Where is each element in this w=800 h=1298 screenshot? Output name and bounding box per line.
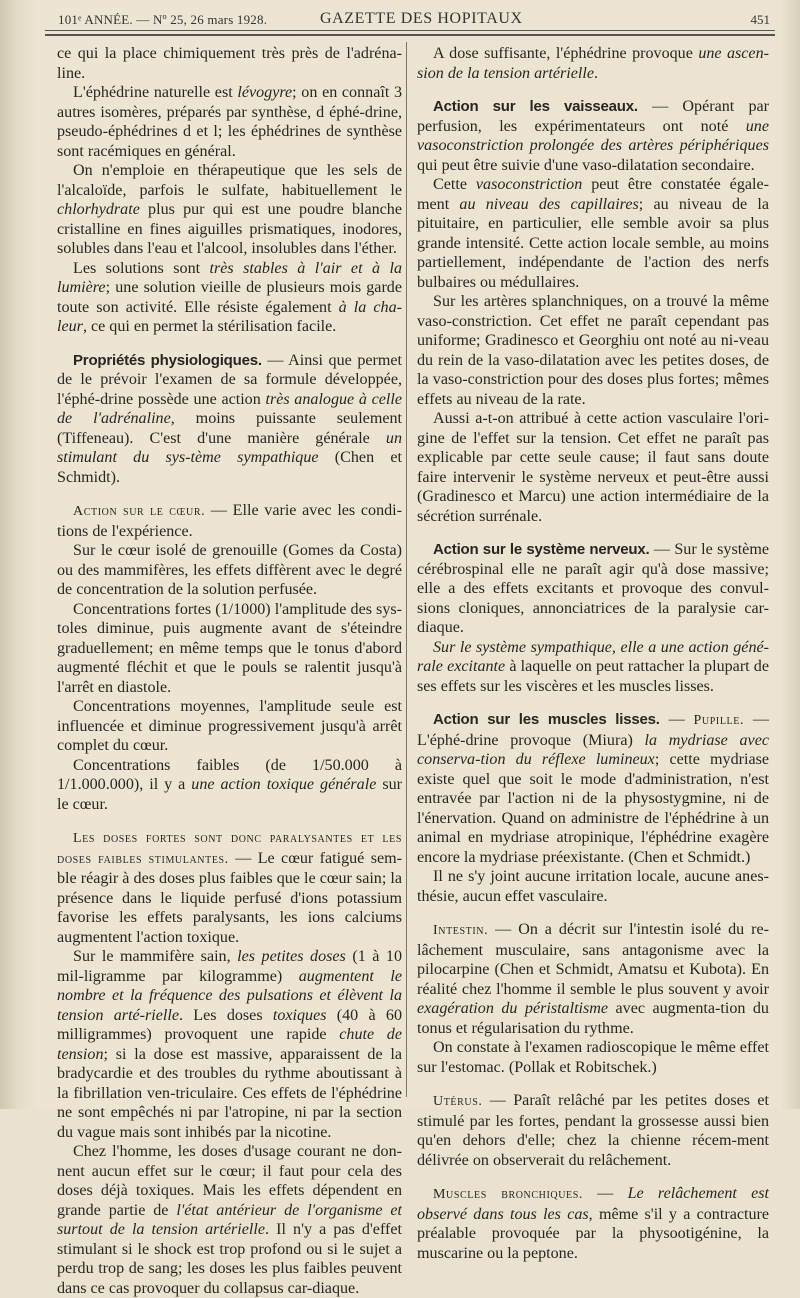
subsection-paragraph: Intestin. — On a décrit sur l'intestin isolé du re-lâchement musculaire, sans antagonisme avec la pilocarpine (Chen et Schmidt, Amatsu et Kubota). En réalité chez l'homme il semble le plus souvent y avoir exagération du péristaltisme avec augmenta-tion du tonus et régularisation du rythme. [417, 921, 769, 1037]
subsection-heading: Intestin. [433, 923, 489, 938]
paragraph: Sur le système sympathique, elle a une action géné-rale excitante à laquelle on peut rattacher la plupart de ses effets sur les viscères et les muscles lisses. [417, 638, 769, 695]
paragraph: Chez l'homme, les doses d'usage courant ne don-nent aucun effet sur le cœur; il faut pour cela des doses déjà toxiques. Mais les effets dépendent en grande partie de l'état antérieur de l'organisme et surtout de la tension artérielle. Il n'y a pas d'effet stimulant si le shock est trop profond ou si le sujet a perdu trop de sang; les doses les plus faibles peuvent dans ce cas provoquer du collapsus car-diaque. [57, 1143, 402, 1297]
section-paragraph: Action sur les vaisseaux. — Opérant par perfusion, les expérimentateurs ont noté une vasoconstriction prolongée des artères périphériques qui peut être suivie d'une vaso-dilatation secondaire. [417, 98, 769, 174]
header-rule [45, 30, 775, 31]
paragraph: Sur le mammifère sain, les petites doses (1 à 10 mil-ligramme par kilogramme) augmentent le nombre et la fréquence des pulsations et élèvent la tension arté-rielle. Les doses toxiques (40 à 60 milligrammes) provoquent une rapide chute de tension; si la dose est massive, apparaissent de la bradycardie et des troubles du rythme aboutissant à la fibrillation ven-triculaire. Ces effets de l'éphédrine ne sont empêchés ni par l'atropine, ni par la section du vague mais sont inhibés par la nicotine. [57, 948, 403, 1141]
section-paragraph: Propriétés physiologiques. — Ainsi que permet de le prévoir l'examen de sa formule développée, l'éphé-drine possède une action très analogue à celle de l'adrénaline, moins puissante seulement (Tiffeneau). C'est d'une manière générale un stimulant du sys-tème sympathique (Chen et Schmidt). [57, 351, 403, 486]
section-heading: Action sur le système nerveux. [433, 541, 650, 558]
right-column [417, 44, 769, 1263]
subsection-heading: Les doses fortes sont donc paralysantes et les doses faibles stimulantes. [57, 831, 402, 867]
subsection-paragraph: Utérus. — Paraît relâché par les petites doses et stimulé par les fortes, pendant la grossesse aussi bien qu'en dehors d'elle; chez la chienne récem-ment délivrée on observerait du relâchement. [417, 1092, 769, 1169]
paragraph: Il ne s'y joint aucune irritation locale, aucune anes-thésie, aucun effet vasculaire. [417, 868, 769, 905]
paragraph: Concentrations faibles (de 1/50.000 à 1/1.000.000), il y a une action toxique générale sur le cœur. [57, 756, 402, 813]
column-divider [406, 42, 407, 1097]
paragraph: Sur les artères splanchniques, on a trouvé la même vaso-constriction. Cet effet ne paraît cependant pas uniforme; Gradinesco et Georghiu ont noté au ni-veau du rein de la vaso-dilatation avec les petites doses, de la vaso-constriction pour des doses plus fortes; mêmes effets au niveau de la rate. [417, 293, 769, 408]
subsection-paragraph: Muscles bronchiques. — Le relâchement est observé dans tous les cas, même s'il y a contracture préalable provoquée par la physootigénine, la muscarine ou la peptone. [417, 1185, 769, 1262]
paragraph: Concentrations moyennes, l'amplitude seule est influencée et diminue progressivement jusqu'à arrêt complet du cœur. [57, 698, 402, 754]
paragraph: Aussi a-t-on attribué à cette action vasculaire l'ori-gine de l'effet sur la tension. Cet effet ne paraît pas explicable par cette seule cause; il faut sans doute faire intervenir le système nerveux et peut-être aussi (Gradinesco et Marcu) une action intermédiaire de la sécrétion surrénale. [417, 410, 769, 525]
subsection-heading: Action sur le cœur. [73, 504, 206, 519]
subsection-paragraph: Action sur le cœur. — Elle varie avec les condi-tions de l'expérience. [57, 502, 402, 540]
paragraph: A dose suffisante, l'éphédrine provoque une ascen-sion de la tension artérielle. [417, 45, 769, 82]
paragraph: On n'emploie en thérapeutique que les sels de l'alcaloïde, parfois le sulfate, habituellement le chlorhydrate plus pur qui est une poudre blanche cristalline en fines aiguilles prismatiques, inodores, solubles dans l'eau et l'alcool, insolubles dans l'éther. [57, 162, 402, 257]
paragraph: Cette vasoconstriction peut être constatée égale-ment au niveau des capillaires; au niveau de la pituitaire, en particulier, elle semble avoir sa plus grande intensité. Cette action locale semble, au moins partiellement, indépendante de l'action des nerfs bulbaires ou médullaires. [417, 176, 769, 291]
paragraph: L'éphédrine naturelle est lévogyre; on en connaît 3 autres isomères, préparés par synthèse, d éphé-drine, pseudo-éphédrines d et l; les éphédrines de synthèse sont racémiques en général. [57, 84, 402, 160]
paragraph: On constate à l'examen radioscopique le même effet sur l'estomac. (Pollak et Robitschek.) [417, 1039, 769, 1076]
subsection-heading: Pupille. [693, 713, 745, 728]
paragraph: Concentrations fortes (1/1000) l'amplitude des sys-toles diminue, puis augmente avant de s'éteindre graduellement; en même temps que le tonus d'abord augmenté fléchit et que le pouls se ralentit jusqu'à l'arrêt en diastole. [57, 600, 402, 696]
paragraph: Sur le cœur isolé de grenouille (Gomes da Costa) ou des mammifères, les effets diffèrent avec le degré de concentration de la solution perfusée. [57, 542, 402, 598]
issue-info: 101ᵉ ANNÉE. — Nº 25, 26 mars 1928. [58, 12, 268, 27]
section-heading: Propriétés physiologiques. [73, 351, 262, 369]
header-rule-thick [45, 34, 775, 36]
page-number: 451 [750, 12, 770, 27]
running-header [58, 10, 770, 30]
journal-title: GAZETTE DES HOPITAUX [320, 10, 523, 27]
subsection-paragraph: Les doses fortes sont donc paralysantes et les doses faibles stimulantes. — Le cœur fatigué sem-ble réagir à des doses plus faibles que le cœur sain; la présence dans le liquide perfusé d'ions potassium favorise les effets paralysants, les ions calciums augmentent l'action toxique. [57, 831, 402, 946]
section-heading: Action sur les muscles lisses. [433, 711, 660, 728]
subsection-heading: Utérus. [433, 1094, 483, 1109]
section-paragraph: Action sur les muscles lisses. — Pupille. — L'éphé-drine provoque (Miura) la mydriase avec conserva-tion du réflexe lumineux; cette mydriase existe quel que soit le mode d'administration, n'est entravée par l'action ni de la physostygmine, ni de l'énervation. Quand on administre de l'éphédrine à un animal en mydriase atropinique, l'éphédrine exagère encore la mydriase préexistante. (Chen et Schmidt.) [417, 711, 770, 866]
left-column [57, 44, 402, 1298]
section-paragraph: Action sur le système nerveux. — Sur le système cérébrospinal elle ne paraît agir qu'à dose massive; elle a des effets excitants et provoque des convul-sions cloniques, annonciatrices de la paralysie car-diaque. [417, 541, 769, 636]
paragraph: ce qui la place chimiquement très près de l'adréna-line. [57, 45, 402, 82]
subsection-heading: Muscles bronchiques. [433, 1187, 584, 1202]
paragraph: Les solutions sont très stables à l'air et à la lumière; une solution vieille de plusieurs mois garde toute son activité. Elle résiste également à la cha-leur, ce qui en permet la stérilisation facile. [57, 259, 402, 335]
section-heading: Action sur les vaisseaux. [433, 98, 638, 115]
